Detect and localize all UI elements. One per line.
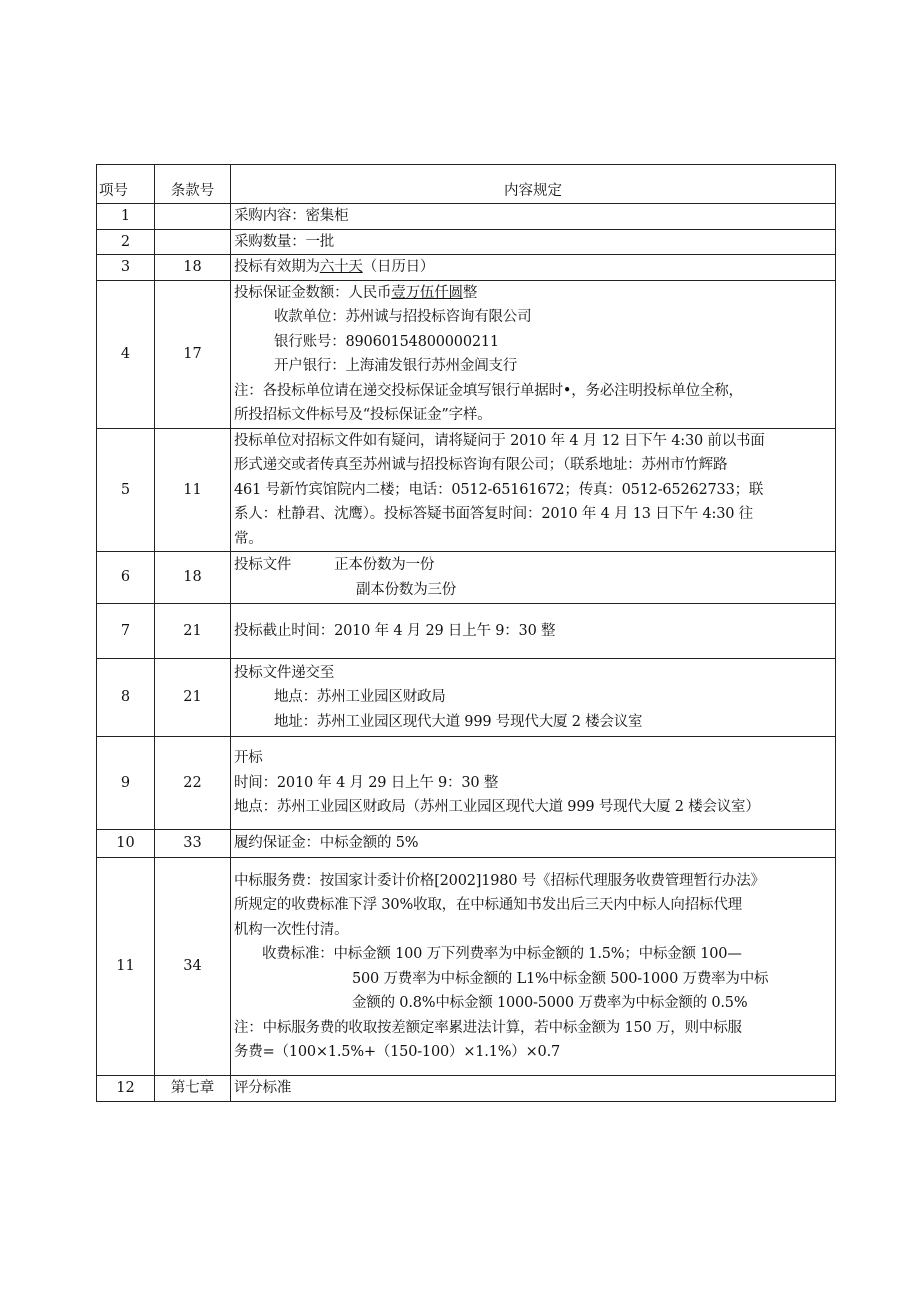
content-line: 务费=（100×1.5%+（150-100）×1.1%）×0.7 — [234, 1044, 561, 1060]
row-clause-no: 22 — [155, 737, 231, 830]
row-clause-no: 18 — [155, 255, 231, 281]
row-item-no: 1 — [97, 204, 155, 230]
content-line: 地点：苏州工业园区财政局（苏州工业园区现代大道 999 号现代大厦 2 楼会议室） — [234, 799, 760, 816]
row-item-no: 9 — [97, 737, 155, 830]
row-item-no: 3 — [97, 255, 155, 281]
header-content: 内容规定 — [231, 165, 836, 204]
table-row — [97, 280, 836, 428]
row-item-no: 5 — [97, 428, 155, 552]
content-line: 注：中标服务费的收取按差额定率累进法计算，若中标金额为 150 万，则中标服 — [234, 1019, 742, 1036]
content-line: 系人：杜静君、沈鹰）。投标答疑书面答复时间：2010 年 4 月 13 日下午 4:30 往 — [234, 506, 753, 522]
table-row — [97, 659, 836, 737]
bid-data-table — [96, 164, 836, 1102]
row-clause-no — [155, 229, 231, 255]
row-content — [231, 604, 836, 659]
row-clause-no: 33 — [155, 830, 231, 858]
row-content — [231, 830, 836, 858]
row-clause-no: 18 — [155, 552, 231, 604]
content-line — [234, 281, 834, 306]
content-line: 采购数量：一批 — [234, 233, 335, 250]
content-line: 500 万费率为中标金额的 L1%中标金额 500-1000 万费率为中标 — [352, 970, 769, 987]
table-row — [97, 428, 836, 552]
table-row — [97, 552, 836, 604]
content-line: 投标单位对招标文件如有疑问，请将疑问于 2010 年 4 月 12 日下午 4:30 前以书面 — [234, 432, 765, 449]
row-content — [231, 428, 836, 552]
row-clause-no: 第七章 — [155, 1076, 231, 1102]
row-content — [231, 737, 836, 830]
content-line: 开标 — [234, 750, 263, 767]
content-line — [234, 255, 834, 280]
row-item-no: 11 — [97, 858, 155, 1076]
row-content — [231, 659, 836, 737]
underlined-validity-period: 六十天 — [319, 259, 363, 275]
row-content — [231, 280, 836, 428]
content-line: 评分标准 — [234, 1080, 292, 1097]
row-item-no: 4 — [97, 280, 155, 428]
row-item-no: 8 — [97, 659, 155, 737]
content-line: 常。 — [234, 530, 263, 547]
content-line: 履约保证金：中标金额的 5% — [234, 835, 419, 852]
row-content — [231, 858, 836, 1076]
row-item-no: 10 — [97, 830, 155, 858]
content-line: 所投招标文件标号及“投标保证金”字样。 — [234, 407, 492, 423]
table-row — [97, 737, 836, 830]
row-clause-no: 17 — [155, 280, 231, 428]
table-row — [97, 255, 836, 281]
text-segment: 投标保证金数额：人民币 — [234, 284, 392, 301]
text-segment: （日历日） — [362, 259, 435, 275]
content-line: 收费标准：中标金额 100 万下列费率为中标金额的 1.5%；中标金额 100— — [262, 946, 742, 962]
row-clause-no — [155, 204, 231, 230]
content-line: 收款单位：苏州诚与招投标咨询有限公司 — [274, 309, 532, 325]
content-line: 投标截止时间：2010 年 4 月 29 日上午 9：30 整 — [234, 622, 556, 639]
content-line: 投标文件 正本份数为一份 — [234, 557, 435, 573]
row-content — [231, 255, 836, 281]
table-row — [97, 858, 836, 1076]
table-row — [97, 830, 836, 858]
row-clause-no: 21 — [155, 659, 231, 737]
row-item-no: 6 — [97, 552, 155, 604]
content-line: 机构一次性付清。 — [234, 921, 349, 938]
row-item-no: 7 — [97, 604, 155, 659]
content-line: 461 号新竹宾馆院内二楼；电话：0512-65161672；传真：0512-65262733；联 — [234, 481, 764, 498]
underlined-amount: 壹万伍仟圆 — [391, 284, 463, 301]
row-clause-no: 11 — [155, 428, 231, 552]
content-line: 地点：苏州工业园区财政局 — [274, 689, 446, 706]
row-content — [231, 204, 836, 230]
row-content — [231, 552, 836, 604]
table-row — [97, 1076, 836, 1102]
content-line: 注：各投标单位请在递交投标保证金填写银行单据时•，务必注明投标单位全称， — [234, 382, 743, 399]
row-content — [231, 229, 836, 255]
content-line: 形式递交或者传真至苏州诚与招投标咨询有限公司；（联系地址：苏州市竹辉路 — [234, 457, 728, 473]
header-item-no: 项号 — [97, 165, 155, 204]
row-item-no: 12 — [97, 1076, 155, 1102]
content-line: 副本份数为三份 — [356, 581, 457, 598]
content-line: 银行账号：89060154800000211 — [274, 333, 499, 350]
content-line: 投标文件递交至 — [234, 664, 335, 681]
content-line: 地址：苏州工业园区现代大道 999 号现代大厦 2 楼会议室 — [274, 713, 643, 730]
content-line: 金额的 0.8%中标金额 1000-5000 万费率为中标金额的 0.5% — [352, 995, 748, 1011]
text-segment: 投标有效期为 — [234, 259, 320, 275]
table-row — [97, 204, 836, 230]
table-header-row — [97, 165, 836, 204]
content-line: 开户银行：上海浦发银行苏州金阊支行 — [274, 358, 518, 374]
content-line: 中标服务费：按国家计委计价格[2002]1980 号《招标代理服务收费管理暂行办法》 — [234, 872, 765, 889]
row-item-no: 2 — [97, 229, 155, 255]
table-row — [97, 229, 836, 255]
content-line: 所规定的收费标准下浮 30%收取，在中标通知书发出后三天内中标人向招标代理 — [234, 897, 742, 913]
text-segment: 整 — [462, 284, 478, 301]
table-row — [97, 604, 836, 659]
row-content — [231, 1076, 836, 1102]
row-clause-no: 34 — [155, 858, 231, 1076]
header-clause-no: 条款号 — [155, 165, 231, 204]
content-line: 时间：2010 年 4 月 29 日上午 9：30 整 — [234, 774, 499, 791]
content-line: 采购内容：密集柜 — [234, 208, 349, 224]
row-clause-no: 21 — [155, 604, 231, 659]
